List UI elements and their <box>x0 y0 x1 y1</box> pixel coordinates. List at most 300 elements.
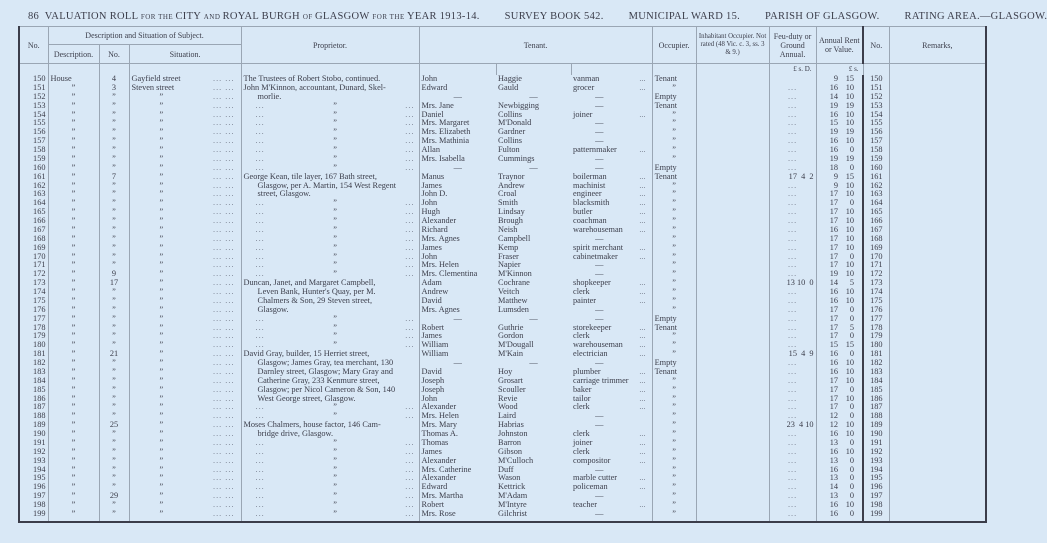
proprietor-ditto: ” <box>333 242 337 252</box>
tenant-occupation-text: — <box>595 162 604 172</box>
proprietor-ditto: ” <box>333 118 337 128</box>
leader-dots: ... <box>405 162 415 172</box>
feu-duty-value: ... <box>787 322 798 332</box>
rent-pounds: 16 <box>829 508 839 518</box>
occupier-text: ” <box>672 153 676 163</box>
rent-shillings: 10 <box>845 420 855 430</box>
rent-pounds: 17 <box>829 402 839 412</box>
occupier-text: Tenant <box>654 74 678 83</box>
tenant-surname-text: Hoy <box>498 366 513 376</box>
remarks <box>889 368 986 377</box>
situation-text: ” <box>159 278 164 288</box>
leader-dots: ... ... <box>213 74 235 83</box>
proprietor-text: Catherine Gray, 233 Kenmure street, <box>257 375 380 385</box>
feu-duty-value: ... <box>787 242 798 252</box>
annual-rent <box>816 84 863 93</box>
leader-dots: ... ... <box>213 189 235 199</box>
tenant-first-name-text: Andrew <box>421 287 449 296</box>
leader-dots: ... ... <box>213 136 235 146</box>
house-number-text: ” <box>112 411 116 421</box>
occupier-text: ” <box>672 136 676 146</box>
feu-duty-value: ... <box>787 109 798 119</box>
row-number-right-text: 189 <box>870 420 883 430</box>
tenant-occupation <box>571 253 652 262</box>
situation-text: ” <box>159 402 164 412</box>
header-situation: Situation. <box>129 45 241 64</box>
situation-text: ” <box>159 384 164 394</box>
row-number-text: 159 <box>33 153 46 163</box>
tenant-first-name-text: Mrs. Jane <box>421 100 454 110</box>
leader-dots: ... <box>405 313 415 323</box>
proprietor <box>241 439 419 448</box>
rent-shillings: 10 <box>845 91 855 101</box>
proprietor-text: Glasgow, per A. Martin, 154 West Regent <box>257 180 397 190</box>
leader-dots: ... <box>405 216 415 225</box>
rent-shillings: 0 <box>849 162 855 172</box>
feu-duty-value: ... <box>787 251 798 261</box>
annual-rent <box>816 466 863 475</box>
feu-duty-value: ... <box>787 508 798 518</box>
row-number-text: 182 <box>33 358 46 367</box>
feu-duty-value: ... <box>787 127 798 137</box>
row-number-text: 173 <box>33 278 46 288</box>
title-part: FOR THE <box>372 13 407 21</box>
tenant-first-name-text: John <box>421 251 438 261</box>
row-number-right-text: 162 <box>870 180 883 190</box>
inhabitant-occupier <box>696 84 769 93</box>
proprietor <box>241 510 419 522</box>
remarks <box>889 492 986 501</box>
remarks <box>889 199 986 208</box>
leader-dots: ... ... <box>213 437 235 447</box>
tenant-surname-text: Kettrick <box>498 482 526 492</box>
remarks <box>889 93 986 102</box>
feu-duty-value: ... <box>787 366 798 376</box>
occupier-text: ” <box>672 491 676 501</box>
annual-rent <box>816 492 863 501</box>
rent-shillings: 0 <box>849 198 855 208</box>
situation-text: ” <box>159 340 164 350</box>
row-number-right-text: 153 <box>870 100 883 110</box>
situation-text: ” <box>159 100 164 110</box>
proprietor <box>241 457 419 466</box>
row-number-text: 164 <box>33 198 46 208</box>
leader-dots: ... ... <box>213 322 235 332</box>
tenant-occupation-text: baker ... <box>573 386 650 395</box>
proprietor <box>241 111 419 120</box>
proprietor <box>241 244 419 253</box>
rent-pounds: 9 <box>833 171 839 181</box>
inhabitant-occupier <box>696 199 769 208</box>
feu-duty-value: ... <box>787 136 798 146</box>
row-number-right-text: 169 <box>870 242 883 252</box>
situation-text: ” <box>159 446 164 456</box>
annual-rent <box>816 173 863 182</box>
description-text: ” <box>71 358 76 367</box>
leader-dots: ... <box>405 251 415 261</box>
occupier-text: ” <box>672 420 676 430</box>
occupier-text: ” <box>672 393 676 403</box>
remarks <box>889 315 986 324</box>
tenant-first-name-text: Allan <box>421 145 440 154</box>
proprietor-ditto: ” <box>333 411 337 421</box>
row-number-right-text: 190 <box>870 429 883 438</box>
tenant-surname-text: Gauld <box>498 82 519 92</box>
tenant-surname-text: Newbigging <box>498 100 540 110</box>
leader-dots: ... ... <box>213 402 235 412</box>
remarks <box>889 111 986 120</box>
inhabitant-occupier <box>696 395 769 404</box>
house-number-text: ” <box>112 153 116 163</box>
situation-text: ” <box>159 366 164 376</box>
annual-rent <box>816 253 863 262</box>
occupier-text: ” <box>672 109 676 119</box>
leader-dots: ... <box>405 118 415 128</box>
tenant-occupation <box>571 146 652 155</box>
proprietor-ditto: ” <box>333 313 337 323</box>
row-number-text: 193 <box>33 455 46 465</box>
remarks <box>889 137 986 146</box>
leader-dots: ... <box>255 198 265 208</box>
rent-pounds: 16 <box>829 429 839 438</box>
tenant-occupation-text: — <box>595 420 604 430</box>
inhabitant-occupier <box>696 297 769 306</box>
remarks <box>889 324 986 333</box>
description-text: ” <box>71 500 76 509</box>
annual-rent <box>816 403 863 412</box>
proprietor-ditto: ” <box>333 500 337 509</box>
annual-rent <box>816 448 863 457</box>
row-number-text: 169 <box>33 242 46 252</box>
row-number-right-text: 191 <box>870 437 883 447</box>
leader-dots: ... <box>255 207 265 217</box>
occupier-text: ” <box>672 180 676 190</box>
leader-dots: ... ... <box>213 420 235 430</box>
row-number-right-text: 180 <box>870 340 883 350</box>
proprietor <box>241 235 419 244</box>
occupier-text: ” <box>672 482 676 492</box>
rent-shillings: 19 <box>845 127 855 137</box>
proprietor <box>241 466 419 475</box>
house-number-text: ” <box>112 429 116 438</box>
house-number-text: ” <box>112 100 116 110</box>
rent-shillings: 0 <box>849 482 855 492</box>
situation-text: ” <box>159 91 164 101</box>
proprietor <box>241 155 419 164</box>
rent-shillings: 10 <box>845 393 855 403</box>
description-text: House <box>50 74 72 83</box>
rent-pounds: 18 <box>829 162 839 172</box>
inhabitant-occupier <box>696 75 769 84</box>
situation <box>129 510 241 522</box>
leader-dots: ... <box>255 145 265 154</box>
leader-dots: ... <box>255 473 265 483</box>
leader-dots: ... ... <box>213 384 235 394</box>
row-number-text: 155 <box>33 118 46 128</box>
leader-dots: ... <box>255 455 265 465</box>
leader-dots: ... ... <box>213 375 235 385</box>
tenant-occupation-text: — <box>595 508 604 518</box>
annual-rent <box>816 279 863 288</box>
situation-text: ” <box>159 437 164 447</box>
description-text: ” <box>71 153 76 163</box>
leader-dots: ... ... <box>213 224 235 234</box>
tenant-occupation-text: patternmaker ... <box>573 146 650 155</box>
roll-title <box>45 11 480 22</box>
house-number-text: ” <box>112 162 116 172</box>
row-number-text: 185 <box>33 384 46 394</box>
house-number-text: 17 <box>109 278 119 288</box>
annual-rent <box>816 261 863 270</box>
tenant-first-name-text: Hugh <box>421 207 440 217</box>
description-text: ” <box>71 136 76 146</box>
remarks <box>889 510 986 522</box>
parish: PARISH OF GLASGOW. <box>764 11 880 22</box>
proprietor <box>241 93 419 102</box>
tenant-occupation-text: coachman ... <box>573 217 650 226</box>
tenant-occupation-text: — <box>595 91 604 101</box>
annual-rent <box>816 208 863 217</box>
description-text: ” <box>71 207 76 217</box>
row-number-text: 165 <box>33 207 46 217</box>
feu-duty-value: ... <box>787 340 798 350</box>
situation-text: ” <box>159 429 164 438</box>
house-number-text: ” <box>112 482 116 492</box>
rent-pounds: 17 <box>829 304 839 314</box>
inhabitant-occupier <box>696 466 769 475</box>
situation-text: ” <box>159 358 164 367</box>
tenant-surname-text: Guthrie <box>498 322 524 332</box>
remarks <box>889 146 986 155</box>
rent-shillings: 10 <box>845 500 855 509</box>
occupier-text: ” <box>672 251 676 261</box>
situation-text: ” <box>159 508 164 518</box>
rent-shillings: 0 <box>849 508 855 518</box>
rent-shillings: 5 <box>849 322 855 332</box>
tenant-surname-text: M'Donald <box>498 118 532 128</box>
description-text: ” <box>71 491 76 501</box>
proprietor <box>241 190 419 199</box>
leader-dots: ... ... <box>213 216 235 225</box>
proprietor <box>241 306 419 315</box>
rent-shillings: 0 <box>849 384 855 394</box>
description-text: ” <box>71 189 76 199</box>
rent-shillings: 10 <box>845 136 855 146</box>
leader-dots: ... <box>255 437 265 447</box>
tenant-surname-text: Lindsay <box>498 207 525 217</box>
row-number-right-text: 164 <box>870 198 883 208</box>
leader-dots: ... ... <box>213 366 235 376</box>
leader-dots: ... <box>255 508 265 518</box>
tenant-surname-text: Scouller <box>498 384 526 394</box>
leader-dots: ... ... <box>213 295 235 305</box>
situation-text: ” <box>159 295 164 305</box>
row-number-text: 179 <box>33 331 46 341</box>
tenant-first-name-text: Mrs. Margaret <box>421 118 470 128</box>
leader-dots: ... <box>405 331 415 341</box>
leader-dots: ... ... <box>213 127 235 137</box>
rent-pounds: 17 <box>829 375 839 385</box>
tenant-occupation-text: joiner ... <box>573 439 650 448</box>
rent-pounds: 13 <box>829 455 839 465</box>
rent-pounds: 17 <box>829 207 839 217</box>
tenant-surname-text: Lumsden <box>498 304 529 314</box>
tenant-surname-text: Grosart <box>498 375 523 385</box>
leader-dots: ... <box>255 402 265 412</box>
tenant-surname-text: Collins <box>498 136 523 146</box>
leader-dots: ... <box>405 473 415 483</box>
proprietor <box>241 146 419 155</box>
leader-dots: ... <box>405 402 415 412</box>
row-number-text: 189 <box>33 420 46 430</box>
proprietor-ditto: ” <box>333 455 337 465</box>
situation-text: ” <box>159 375 164 385</box>
description-text: ” <box>71 429 76 438</box>
remarks <box>889 253 986 262</box>
tenant-occupation-text: grocer ... <box>573 84 650 93</box>
header-number: No. <box>99 45 129 64</box>
tenant-occupation <box>571 306 652 315</box>
description-text: ” <box>71 233 76 243</box>
annual-rent <box>816 182 863 191</box>
situation-text: Steven street <box>131 82 175 92</box>
proprietor-ditto: ” <box>333 216 337 225</box>
rent-shillings: 10 <box>845 429 855 438</box>
leader-dots: ... <box>405 482 415 492</box>
proprietor-ditto: ” <box>333 260 337 270</box>
remarks <box>889 102 986 111</box>
feu-duty-value: 17 4 2 <box>788 171 814 181</box>
tenant-first-name-text: Edward <box>421 482 448 492</box>
inhabitant-occupier <box>696 253 769 262</box>
proprietor <box>241 403 419 412</box>
house-number-text: ” <box>112 437 116 447</box>
row-number-text: 180 <box>33 340 46 350</box>
situation-text: ” <box>159 349 164 359</box>
inhabitant-occupier <box>696 483 769 492</box>
leader-dots: ... <box>405 127 415 137</box>
proprietor-text: Chalmers & Son, 29 Steven street, <box>257 295 373 305</box>
description-text: ” <box>71 340 76 350</box>
inhabitant-occupier <box>696 332 769 341</box>
house-number-text: 4 <box>111 74 117 83</box>
inhabitant-occupier <box>696 341 769 350</box>
tenant-surname-text: Croal <box>498 189 517 199</box>
annual-rent <box>816 102 863 111</box>
tenant-occupation-text: — <box>595 491 604 501</box>
rent-shillings: 0 <box>849 304 855 314</box>
feu-duty-value: ... <box>787 358 798 367</box>
rent-pounds: 17 <box>829 331 839 341</box>
proprietor <box>241 492 419 501</box>
situation-text: ” <box>159 109 164 119</box>
leader-dots: ... ... <box>213 109 235 119</box>
description-text: ” <box>71 278 76 288</box>
tenant-first-name-text: Joseph <box>421 384 445 394</box>
rent-pounds: 15 <box>829 340 839 350</box>
leader-dots: ... ... <box>213 242 235 252</box>
occupier-text: ” <box>672 207 676 217</box>
row-number-right-text: 181 <box>870 349 883 359</box>
tenant-occupation <box>571 483 652 492</box>
tenant-first-name-text: Mrs. Mathinia <box>421 136 470 146</box>
situation-text: ” <box>159 304 164 314</box>
annual-rent <box>816 190 863 199</box>
occupier-text: ” <box>672 340 676 350</box>
feu-duty-value: ... <box>787 224 798 234</box>
rent-pounds: 9 <box>833 180 839 190</box>
row-number-text: 187 <box>33 402 46 412</box>
feu-duty-value: ... <box>787 189 798 199</box>
header-tenant: Tenant. <box>419 27 652 64</box>
occupier-text: ” <box>672 287 676 296</box>
remarks <box>889 288 986 297</box>
annual-rent <box>816 217 863 226</box>
situation-text: Gayfield street <box>131 74 181 83</box>
tenant-surname-text: Veitch <box>498 287 520 296</box>
tenant-occupation <box>571 297 652 306</box>
row-number-right-text: 186 <box>870 393 883 403</box>
description-text: ” <box>71 393 76 403</box>
tenant-occupation-text: painter ... <box>573 297 650 306</box>
rent-shillings: 10 <box>845 260 855 270</box>
inhabitant-occupier <box>696 244 769 253</box>
header-proprietor: Proprietor. <box>241 27 419 64</box>
row-number-text: 199 <box>33 508 46 518</box>
situation-text: ” <box>159 455 164 465</box>
remarks <box>889 448 986 457</box>
leader-dots: ... ... <box>213 162 235 172</box>
situation-text: ” <box>159 233 164 243</box>
municipal-ward: MUNICIPAL WARD 15. <box>628 11 741 22</box>
remarks <box>889 430 986 439</box>
tenant-first-name-text: William <box>421 349 449 359</box>
leader-dots: ... <box>405 508 415 518</box>
tenant-occupation-text: — <box>595 100 604 110</box>
table-row <box>19 510 986 522</box>
proprietor <box>241 261 419 270</box>
tenant-surname-text: — <box>529 162 538 172</box>
occupier-text: ” <box>672 331 676 341</box>
tenant-surname-text: Fulton <box>498 145 520 154</box>
feu-duty-value: ... <box>787 304 798 314</box>
proprietor-ditto: ” <box>333 482 337 492</box>
proprietor <box>241 217 419 226</box>
description-text: ” <box>71 91 76 101</box>
page-title <box>28 11 1047 22</box>
inhabitant-occupier <box>696 173 769 182</box>
rent-pounds: 16 <box>829 136 839 146</box>
remarks <box>889 483 986 492</box>
header-description-situation: Description and Situation of Subject. <box>48 27 241 45</box>
tenant-first-name-text: James <box>421 242 442 252</box>
house-number-text: ” <box>112 109 116 119</box>
rent-pounds: 17 <box>829 242 839 252</box>
leader-dots: ... <box>255 118 265 128</box>
rent-units: £ s. <box>816 64 863 76</box>
rent-pounds: 17 <box>829 216 839 225</box>
table-row <box>19 350 986 359</box>
annual-rent <box>816 474 863 483</box>
tenant-first-name-text: James <box>421 446 442 456</box>
tenant-first-name-text: John <box>421 393 438 403</box>
rent-shillings: 0 <box>849 349 855 359</box>
description-text: ” <box>71 375 76 385</box>
tenant-first-name-text: William <box>421 340 449 350</box>
house-number-text: 7 <box>111 171 117 181</box>
house-number-text: ” <box>112 216 116 225</box>
row-number-text: 191 <box>33 437 46 447</box>
